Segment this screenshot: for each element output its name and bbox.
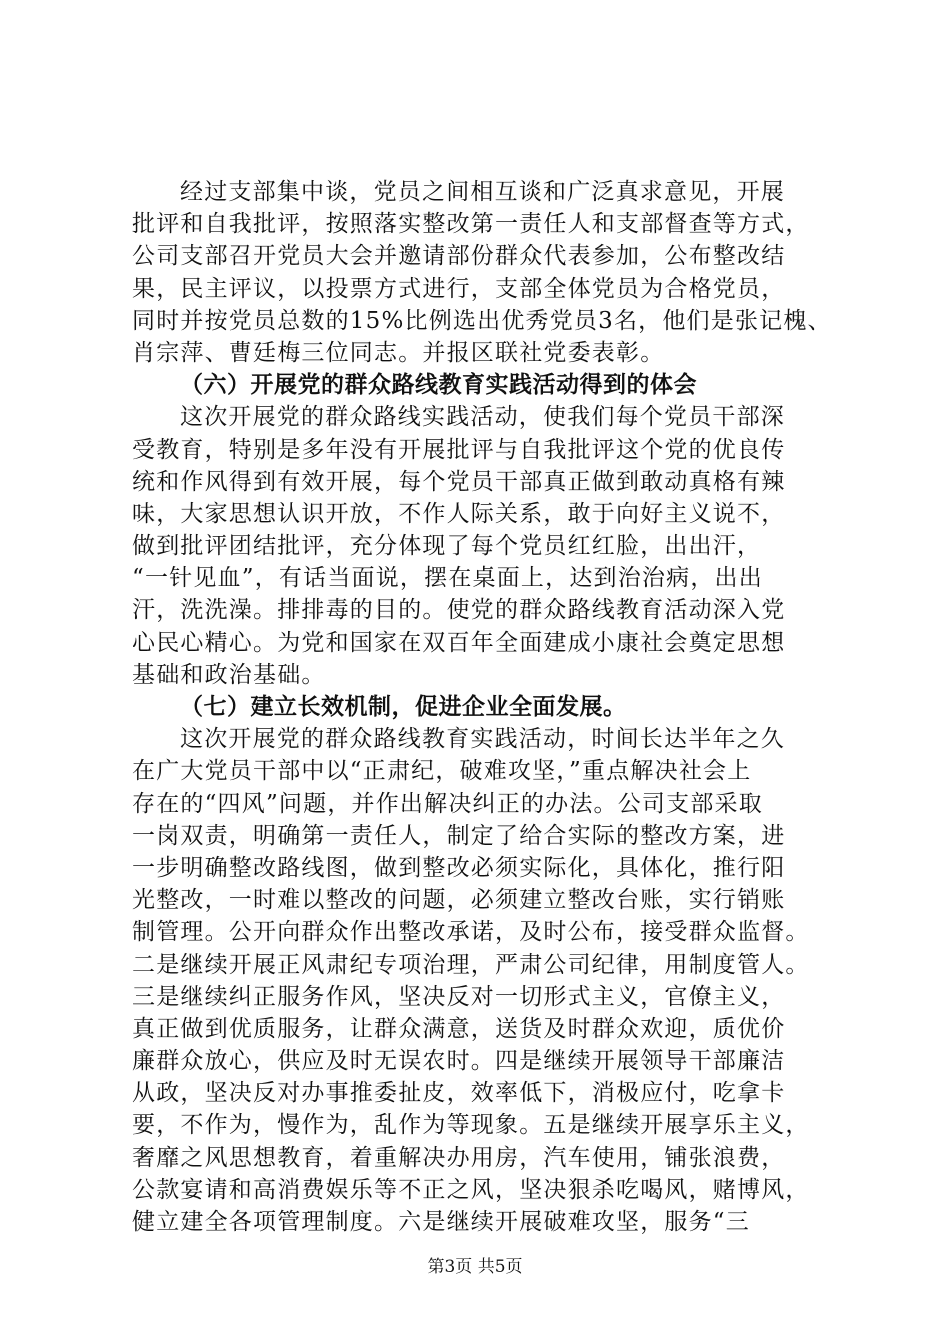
paragraph-line: 健立建全各项管理制度。六是继续开展破难攻坚，服务“三: [132, 1209, 750, 1235]
paragraph-line: 在广大党员干部中以“正肃纪，破难攻坚，”重点解决社会上: [132, 758, 752, 785]
paragraph-line: 一岗双责，明确第一责任人，制定了给合实际的整改方案，进: [132, 822, 786, 849]
paragraph-line: 公款宴请和高消费娱乐等不正之风，坚决狠杀吃喝风，赌博风，: [132, 1176, 810, 1203]
paragraph-line: 做到批评团结批评，充分体现了每个党员红红脸，出出汗，: [132, 533, 762, 560]
section-heading-6: （六）开展党的群众路线教育实践活动得到的体会: [180, 372, 697, 399]
paragraph-line: “一针见血”，有话当面说，摆在桌面上，达到治治病，出出: [132, 565, 763, 592]
paragraph-line: 这次开展党的群众路线教育实践活动，时间长达半年之久: [180, 726, 785, 753]
paragraph-line: 果，民主评议，以投票方式进行，支部全体党员为合格党员，: [132, 275, 786, 302]
section-heading-7: （七）建立长效机制，促进企业全面发展。: [180, 694, 627, 720]
paragraph-line: 一步明确整改路线图，做到整改必须实际化，具体化，推行阳: [132, 854, 786, 881]
paragraph-line: 真正做到优质服务，让群众满意，送货及时群众欢迎，质优价: [132, 1015, 786, 1042]
paragraph-line: 二是继续开展正风肃纪专项治理，严肃公司纪律，用制度管人。: [132, 951, 810, 978]
paragraph-line: 经过支部集中谈，党员之间相互谈和广泛真求意见，开展: [180, 179, 785, 205]
paragraph-line: 三是继续纠正服务作风，坚决反对一切形式主义，官僚主义，: [132, 983, 786, 1010]
paragraph-line: 汗，洗洗澡。排排毒的目的。使党的群众路线教育活动深入党: [132, 597, 786, 624]
paragraph-line: 奢靡之风思想教育，着重解决办用房，汽车使用，铺张浪费，: [132, 1144, 786, 1171]
paragraph-line: 制管理。公开向群众作出整改承诺，及时公布，接受群众监督。: [132, 919, 810, 946]
page-number-footer: 第3页 共5页: [427, 1257, 523, 1277]
paragraph-line: 这次开展党的群众路线实践活动，使我们每个党员干部深: [180, 404, 785, 431]
document-body: [132, 176, 832, 1238]
paragraph-line: 批评和自我批评，按照落实整改第一责任人和支部督查等方式，: [132, 211, 810, 238]
paragraph-line: 味，大家思想认识开放，不作人际关系，敢于向好主义说不，: [132, 500, 786, 527]
paragraph-line: 基础和政治基础。: [132, 661, 326, 688]
paragraph-line: 廉群众放心，供应及时无误农时。四是继续开展领导干部廉洁: [132, 1048, 786, 1075]
paragraph-line: 受教育，特别是多年没有开展批评与自我批评这个党的优良传: [132, 436, 786, 463]
paragraph-line: 从政，坚决反对办事推委扯皮，效率低下，消极应付，吃拿卡: [132, 1080, 786, 1107]
paragraph-line: 光整改，一时难以整改的问题，必须建立整改台账，实行销账: [132, 887, 786, 914]
paragraph-line: 肖宗萍、曹廷梅三位同志。并报区联社党委表彰。: [132, 339, 665, 366]
paragraph-line: 心民心精心。为党和国家在双百年全面建成小康社会奠定思想: [132, 629, 786, 656]
paragraph-line: 存在的“四风”问题，并作出解决纠正的办法。公司支部采取: [132, 790, 763, 817]
paragraph-line: 统和作风得到有效开展，每个党员干部真正做到敢动真格有辣: [132, 468, 786, 495]
paragraph-line: 要，不作为，慢作为，乱作为等现象。五是继续开展享乐主义，: [132, 1112, 810, 1139]
paragraph-line: 同时并按党员总数的15%比例选出优秀党员3名，他们是张记槐、: [132, 307, 832, 334]
paragraph-line: 公司支部召开党员大会并邀请部份群众代表参加，公布整改结: [132, 243, 786, 270]
